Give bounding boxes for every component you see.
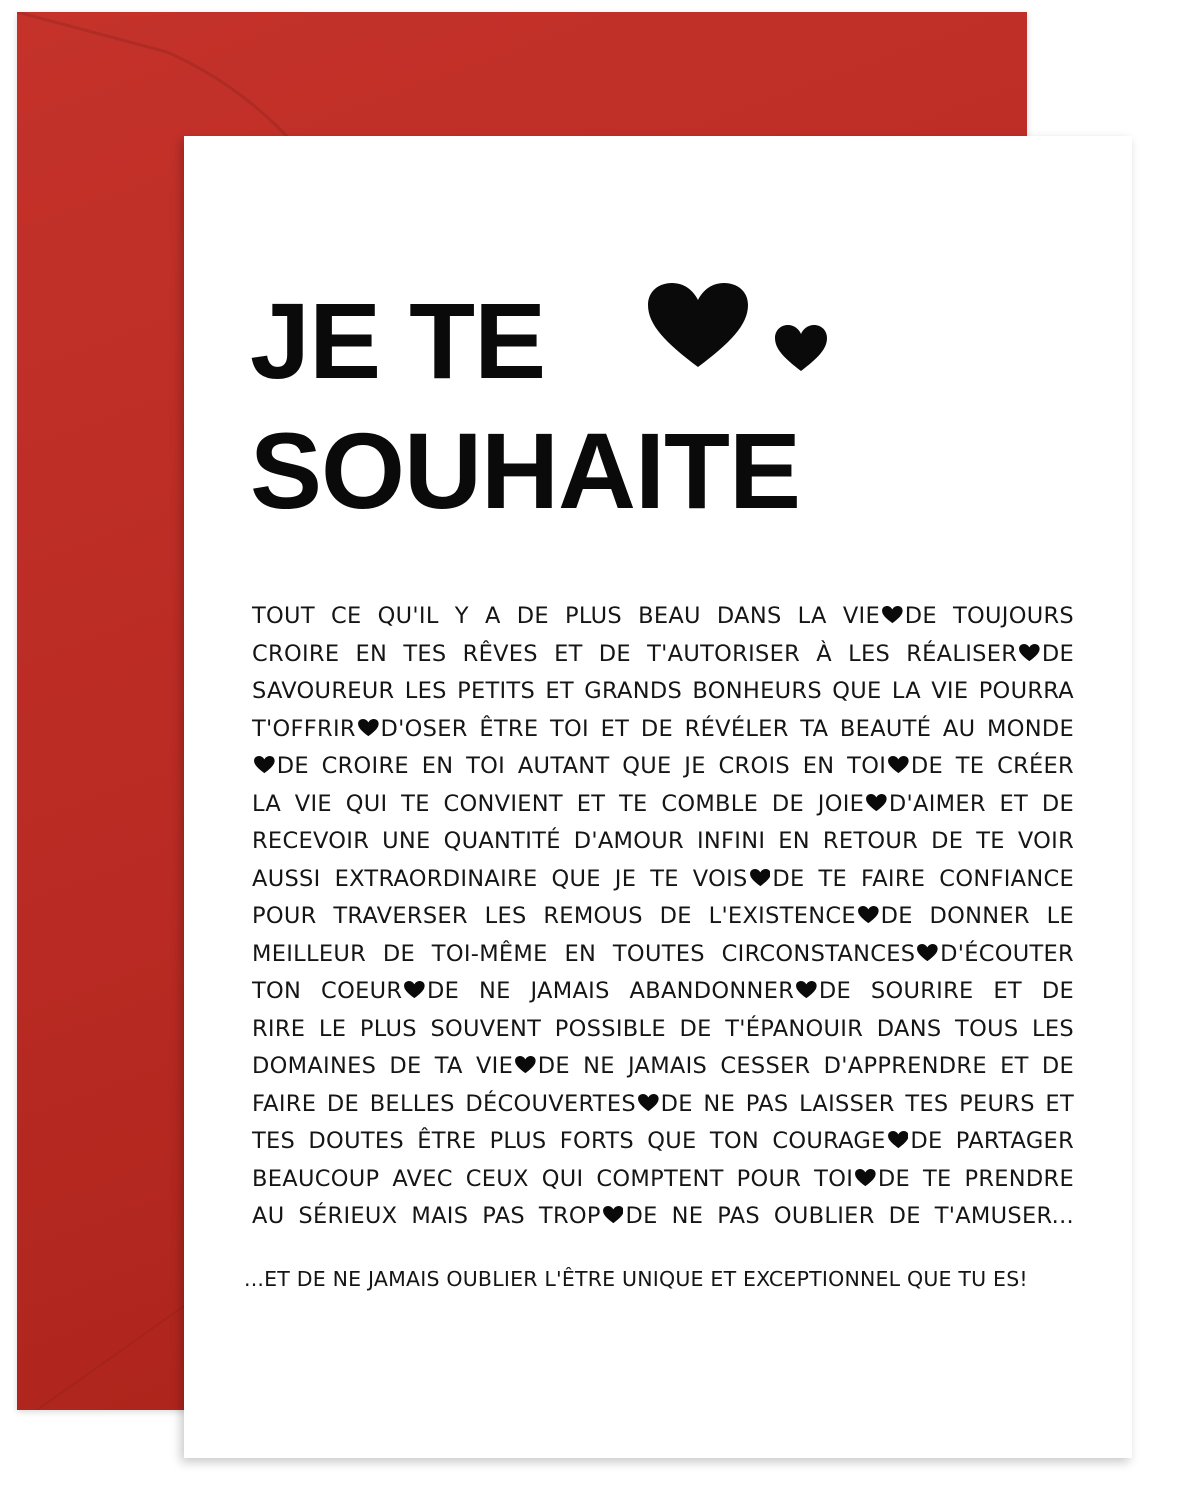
heart-icon — [603, 1206, 624, 1224]
body-text-segment: BEAUCOUP AVEC CEUX QUI COMPTENT POUR TOI — [252, 1165, 854, 1192]
heart-icon — [638, 1094, 659, 1112]
heart-icon — [858, 906, 879, 924]
title-line-1: JE TE — [250, 280, 546, 401]
body-text-segment: LA VIE QUI TE CONVIENT ET TE COMBLE DE JOIE — [252, 790, 865, 817]
body-text-segment: SAVOUREUR LES PETITS ET GRANDS BONHEURS QUE LA VIE POURRA — [252, 678, 1074, 704]
body-text-segment: CROIRE EN TES RÊVES ET DE T'AUTORISER À LES RÉALISER — [252, 640, 1018, 667]
body-text-segment: DE DONNER LE — [880, 903, 1075, 929]
card-body-text — [252, 598, 1074, 1236]
body-text-segment: DE — [1041, 640, 1074, 667]
body-text-segment: TES DOUTES ÊTRE PLUS FORTS QUE TON COURAGE — [252, 1128, 886, 1154]
body-text-segment: POUR TRAVERSER LES REMOUS DE L'EXISTENCE — [252, 903, 856, 929]
heart-icon — [750, 869, 771, 887]
body-line — [252, 598, 1074, 636]
heart-icon — [254, 756, 275, 774]
body-text-segment: D'OSER ÊTRE TOI ET DE RÉVÉLER TA BEAUTÉ AU MONDE — [380, 715, 1074, 742]
title-hearts — [646, 281, 846, 391]
body-line — [252, 636, 1074, 674]
body-text-segment: MEILLEUR DE TOI-MÊME EN TOUTES CIRCONSTANCES — [252, 940, 916, 967]
body-text-segment: RIRE LE PLUS SOUVENT POSSIBLE DE T'ÉPANOUIR DANS TOUS LES — [252, 1015, 1074, 1042]
body-line — [252, 898, 1074, 936]
heart-icon — [882, 606, 903, 624]
body-text-segment: TOUT CE QU'IL Y A DE PLUS BEAU DANS LA VIE — [252, 603, 880, 629]
body-text-segment: RECEVOIR UNE QUANTITÉ D'AMOUR INFINI EN RETOUR DE TE VOIR — [252, 828, 1074, 854]
body-text-segment: DE NE PAS LAISSER TES PEURS ET — [660, 1090, 1074, 1117]
heart-icon — [515, 1056, 536, 1074]
body-text-segment: DE NE PAS OUBLIER DE T'AMUSER... — [625, 1203, 1074, 1229]
heart-icon — [796, 981, 817, 999]
heart-icon — [888, 756, 909, 774]
card-closing-line: ...ET DE NE JAMAIS OUBLIER L'ÊTRE UNIQUE ET EXCEPTIONNEL QUE TU ES! — [244, 1267, 1028, 1291]
heart-icon — [855, 1169, 876, 1187]
body-line — [252, 1086, 1074, 1124]
heart-icon — [888, 1131, 909, 1149]
body-line — [252, 711, 1074, 749]
heart-icon — [404, 981, 425, 999]
title-line-2: SOUHAITE — [250, 410, 801, 531]
body-text-segment: TON COEUR — [252, 978, 403, 1004]
body-text-segment: DE TE CRÉER — [910, 753, 1074, 779]
body-text-segment: DE SOURIRE ET DE — [818, 978, 1074, 1004]
body-line — [252, 861, 1074, 899]
greeting-card — [184, 136, 1132, 1458]
body-text-segment: FAIRE DE BELLES DÉCOUVERTES — [252, 1090, 636, 1117]
heart-icon — [866, 794, 887, 812]
body-text-segment: T'OFFRIR — [252, 715, 356, 742]
body-text-segment: DOMAINES DE TA VIE — [252, 1053, 514, 1079]
heart-icon — [1019, 644, 1040, 662]
body-line — [252, 973, 1074, 1011]
body-text-segment: AU SÉRIEUX MAIS PAS TROP — [252, 1203, 601, 1229]
large-heart-icon — [648, 283, 748, 367]
body-line — [252, 748, 1074, 786]
body-line — [252, 1048, 1074, 1086]
body-text-segment: DE PARTAGER — [910, 1128, 1075, 1154]
body-line — [252, 1198, 1074, 1236]
body-line — [252, 673, 1074, 711]
body-line — [252, 823, 1074, 861]
body-text-segment: AUSSI EXTRAORDINAIRE QUE JE TE VOIS — [252, 865, 748, 892]
body-line — [252, 1161, 1074, 1199]
body-line — [252, 1123, 1074, 1161]
heart-icon — [917, 944, 938, 962]
body-line — [252, 936, 1074, 974]
body-text-segment: D'AIMER ET DE — [888, 790, 1074, 817]
body-text-segment: DE NE JAMAIS ABANDONNER — [426, 978, 795, 1004]
body-text-segment: DE TOUJOURS — [904, 603, 1075, 629]
body-text-segment: DE TE FAIRE CONFIANCE — [772, 865, 1074, 892]
body-line — [252, 786, 1074, 824]
body-text-segment: DE NE JAMAIS CESSER D'APPRENDRE ET DE — [537, 1053, 1074, 1079]
body-text-segment: DE TE PRENDRE — [877, 1165, 1074, 1192]
body-text-segment: DE CROIRE EN TOI AUTANT QUE JE CROIS EN TOI — [276, 753, 887, 779]
small-heart-icon — [775, 325, 827, 371]
body-text-segment: D'ÉCOUTER — [940, 940, 1074, 967]
body-line — [252, 1011, 1074, 1049]
heart-icon — [358, 719, 379, 737]
